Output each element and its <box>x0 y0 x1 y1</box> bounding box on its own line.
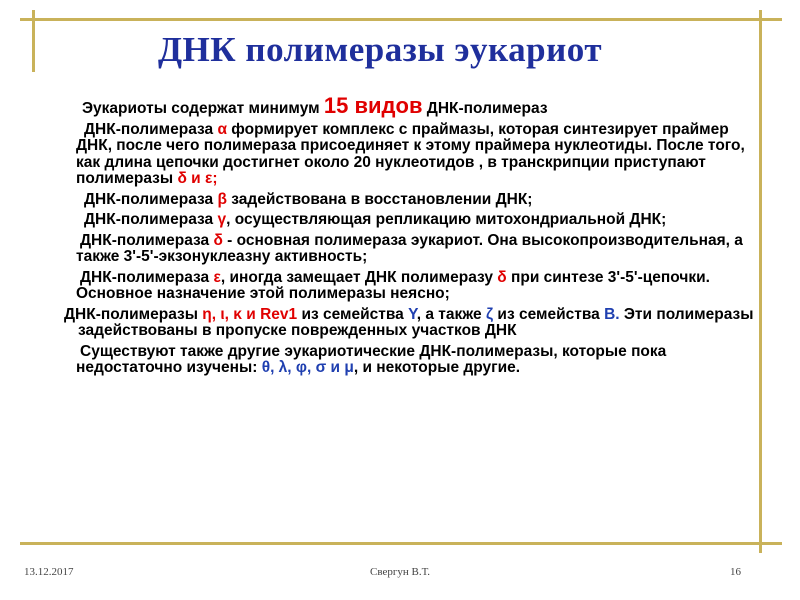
text: Существуют также другие эукариотические ДНК-полимеразы, которые пока недостаточно изучены: <box>76 342 667 376</box>
text: Эукариоты содержат минимум <box>82 100 324 117</box>
text: при синтезе 3'-5'-цепочки. Основное назначение этой полимеразы неясно; <box>76 268 710 302</box>
footer-date: 13.12.2017 <box>24 566 74 578</box>
text: Эти полимеразы задействованы в пропуске поврежденных участков ДНК <box>78 305 754 339</box>
text: ДНК-полимераза <box>84 211 218 228</box>
text: из семейства <box>297 305 409 323</box>
footer-page-number: 16 <box>730 566 741 578</box>
paragraph-1 <box>76 93 754 118</box>
eta-iota-kappa-rev1-symbols: η, ι, κ и Rev1 <box>202 305 298 323</box>
slide-title: ДНК полимеразы эукариот <box>157 30 603 69</box>
family-y-symbol: Y <box>408 305 417 323</box>
text: формирует комплекс с праймазы, которая синтезирует праймер ДНК, после чего полимераза присоединяет к этому праймера нуклеотиды. После того, как длина цепочки достигнет около 20 нуклеотидов , в транскрипции приступают полимеразы <box>76 120 745 187</box>
text: , и некоторые другие. <box>353 359 521 376</box>
paragraph-8 <box>76 344 754 377</box>
text: ДНК-полимераза <box>80 231 214 249</box>
text: , осуществляющая репликацию митохондриальной ДНК; <box>226 211 667 228</box>
text: ДНК-полимераза <box>84 120 218 138</box>
slide-body <box>64 93 754 381</box>
text: , а также <box>416 305 486 323</box>
text: из семейства <box>493 305 605 323</box>
text: ДНК-полимераз <box>422 100 548 117</box>
frame-right-line <box>759 10 762 553</box>
frame-bottom-line <box>20 542 782 545</box>
delta-symbol: δ <box>497 268 507 286</box>
greek-list-symbols: θ, λ, φ, σ и μ <box>261 359 354 376</box>
footer-author: Свергун В.Т. <box>370 566 430 578</box>
beta-symbol: β <box>217 190 227 208</box>
text: - основная полимераза эукариот. Она высокопроизводительная, а также 3'-5'-экзонуклеазну активность; <box>76 231 743 265</box>
paragraph-6 <box>76 270 754 303</box>
alpha-symbol: α <box>217 120 227 138</box>
paragraph-5 <box>76 233 754 266</box>
text: ДНК-полимеразы <box>64 305 203 323</box>
delta-epsilon-symbols: δ и ε; <box>177 170 218 187</box>
paragraph-4 <box>76 212 754 229</box>
family-b-symbol: B. <box>604 305 620 323</box>
text: задействована в восстановлении ДНК; <box>226 190 533 208</box>
frame-top-line <box>20 18 782 21</box>
text: , иногда замещает ДНК полимеразу <box>220 268 498 286</box>
paragraph-3 <box>76 192 754 209</box>
text: ДНК-полимераза <box>80 268 214 286</box>
zeta-symbol: ζ <box>485 305 494 323</box>
count-highlight: 15 <box>323 93 349 118</box>
text: ДНК-полимераза <box>84 190 218 208</box>
paragraph-2 <box>76 122 754 188</box>
epsilon-symbol: ε <box>213 268 221 286</box>
word-highlight: видов <box>354 93 423 118</box>
delta-symbol: δ <box>213 231 223 249</box>
paragraph-7 <box>64 305 754 340</box>
gamma-symbol: γ <box>217 211 227 228</box>
